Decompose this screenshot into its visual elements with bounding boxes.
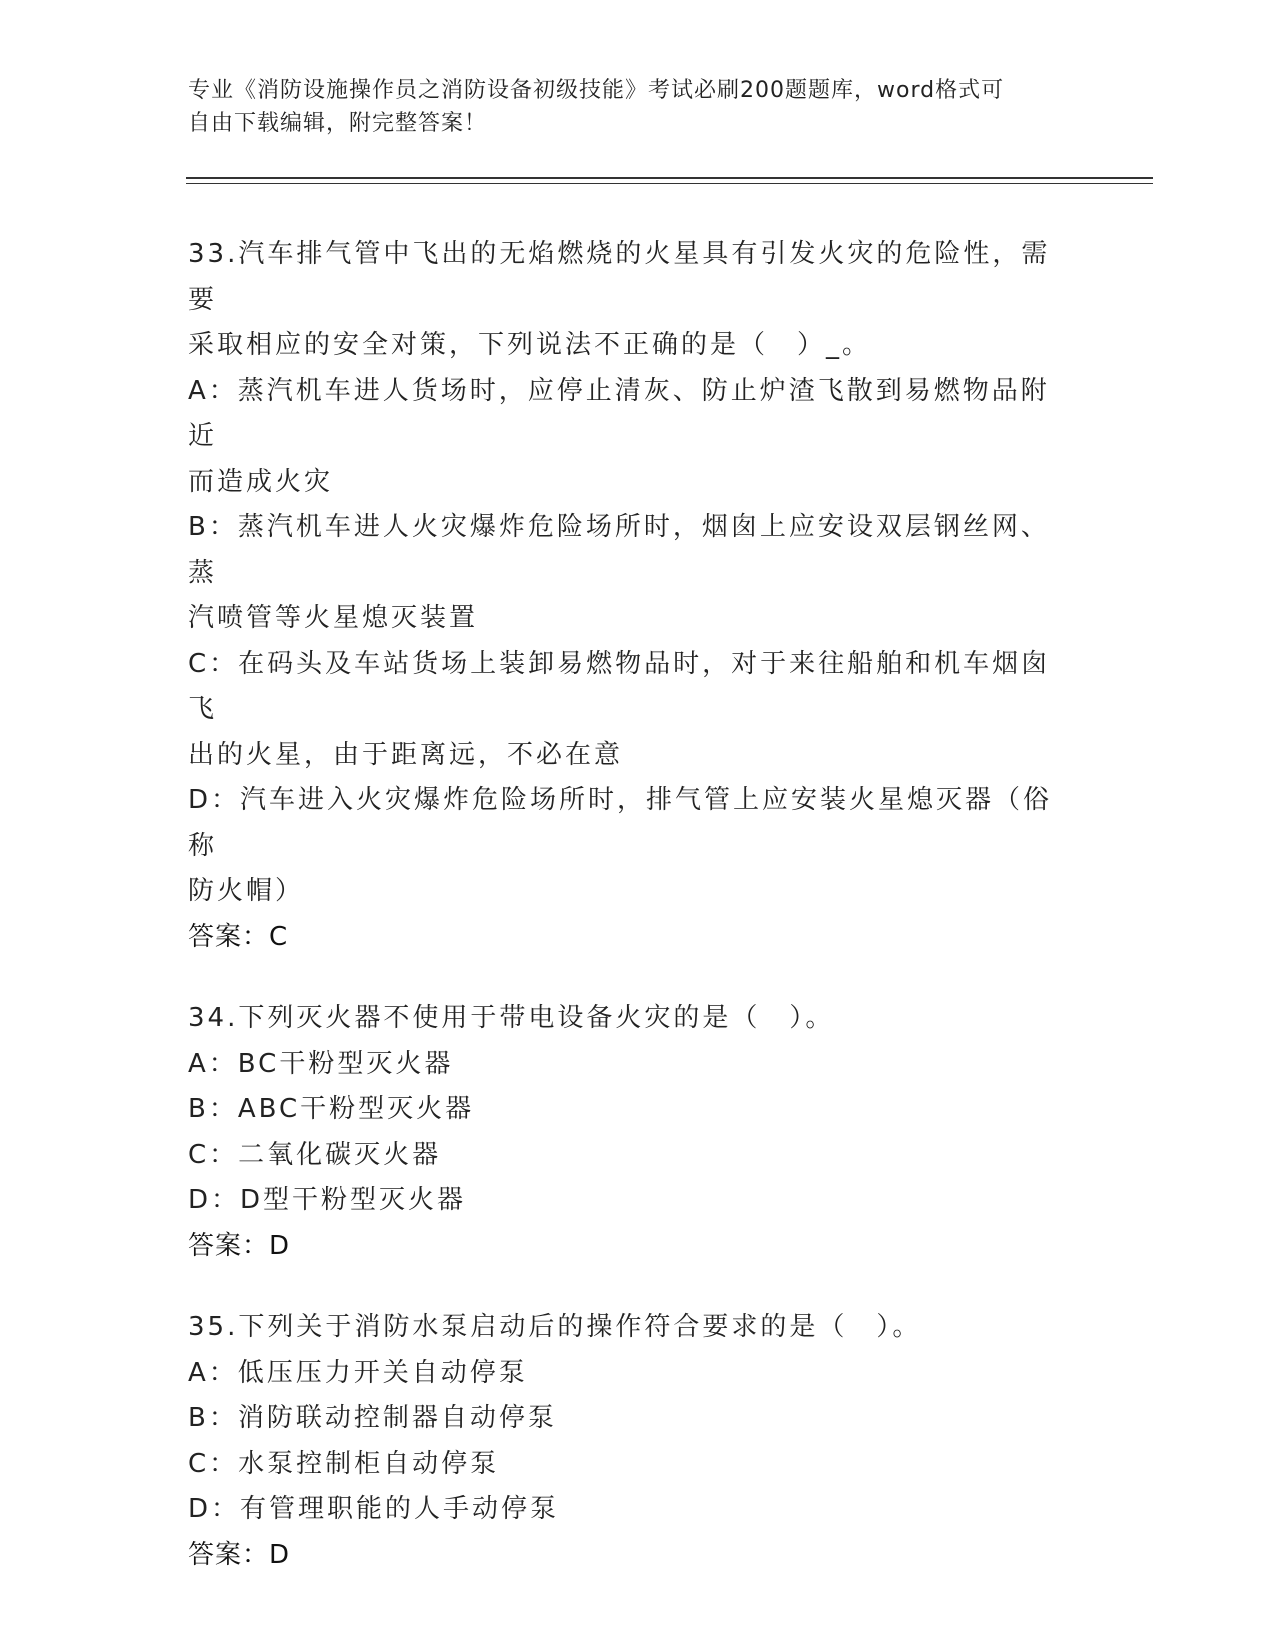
question-stem-line: 35.下列关于消防水泵启动后的操作符合要求的是（ ）。 — [188, 1312, 922, 1342]
answer-value: C — [269, 921, 289, 952]
answer-value: D — [269, 1230, 291, 1261]
answer-label: 答案： — [188, 1539, 270, 1570]
header-divider-thick — [186, 177, 1153, 179]
document-header — [188, 74, 1068, 140]
question-35 — [188, 1305, 1068, 1578]
option-a-continued: 而造成火灾 — [188, 466, 334, 497]
answer-label: 答案： — [188, 921, 270, 952]
option-b-continued: 汽喷管等火星熄灭装置 — [188, 603, 479, 633]
option-a: A：蒸汽机车进人货场时，应停止清灰、防止炉渣飞散到易燃物品附近 — [188, 375, 1050, 451]
option-a: A：BC干粉型灭火器 — [188, 1048, 454, 1079]
option-d: D：D型干粉型灭火器 — [188, 1185, 467, 1215]
answer-label: 答案： — [188, 1230, 270, 1261]
question-list — [188, 232, 1068, 1614]
header-line-2: 自由下载编辑，附完整答案！ — [188, 111, 488, 136]
option-c-continued: 出的火星，由于距离远，不必在意 — [188, 739, 624, 770]
answer-line — [188, 915, 1068, 961]
option-d: D：有管理职能的人手动停泵 — [188, 1494, 560, 1524]
question-stem-line: 33.汽车排气管中飞出的无焰燃烧的火星具有引发火灾的危险性，需要 — [188, 239, 1051, 315]
question-34 — [188, 996, 1068, 1269]
option-c: C：在码头及车站货场上装卸易燃物品时，对于来往船舶和机车烟囱飞 — [188, 648, 1051, 724]
header-divider-thin — [186, 183, 1153, 184]
header-line-1: 专业《消防设施操作员之消防设备初级技能》考试必刷200题题库，word格式可 — [188, 78, 1005, 103]
option-b: B：消防联动控制器自动停泵 — [188, 1403, 557, 1433]
option-d-continued: 防火帽） — [188, 876, 305, 906]
option-b: B：蒸汽机车进人火灾爆炸危险场所时，烟囱上应安设双层钢丝网、蒸 — [188, 512, 1050, 588]
option-d: D：汽车进入火灾爆炸危险场所时，排气管上应安装火星熄灭器（俗称 — [188, 785, 1053, 861]
question-33 — [188, 232, 1068, 960]
question-stem-line: 采取相应的安全对策，下列说法不正确的是（ ）_。 — [188, 330, 872, 360]
option-c: C：二氧化碳灭火器 — [188, 1139, 442, 1170]
option-c: C：水泵控制柜自动停泵 — [188, 1448, 500, 1479]
option-a: A：低压压力开关自动停泵 — [188, 1357, 528, 1388]
answer-line — [188, 1224, 1068, 1270]
option-b: B：ABC干粉型灭火器 — [188, 1094, 475, 1124]
question-stem-line: 34.下列灭火器不使用于带电设备火灾的是（ ）。 — [188, 1003, 835, 1033]
answer-value: D — [269, 1539, 291, 1570]
answer-line — [188, 1533, 1068, 1579]
